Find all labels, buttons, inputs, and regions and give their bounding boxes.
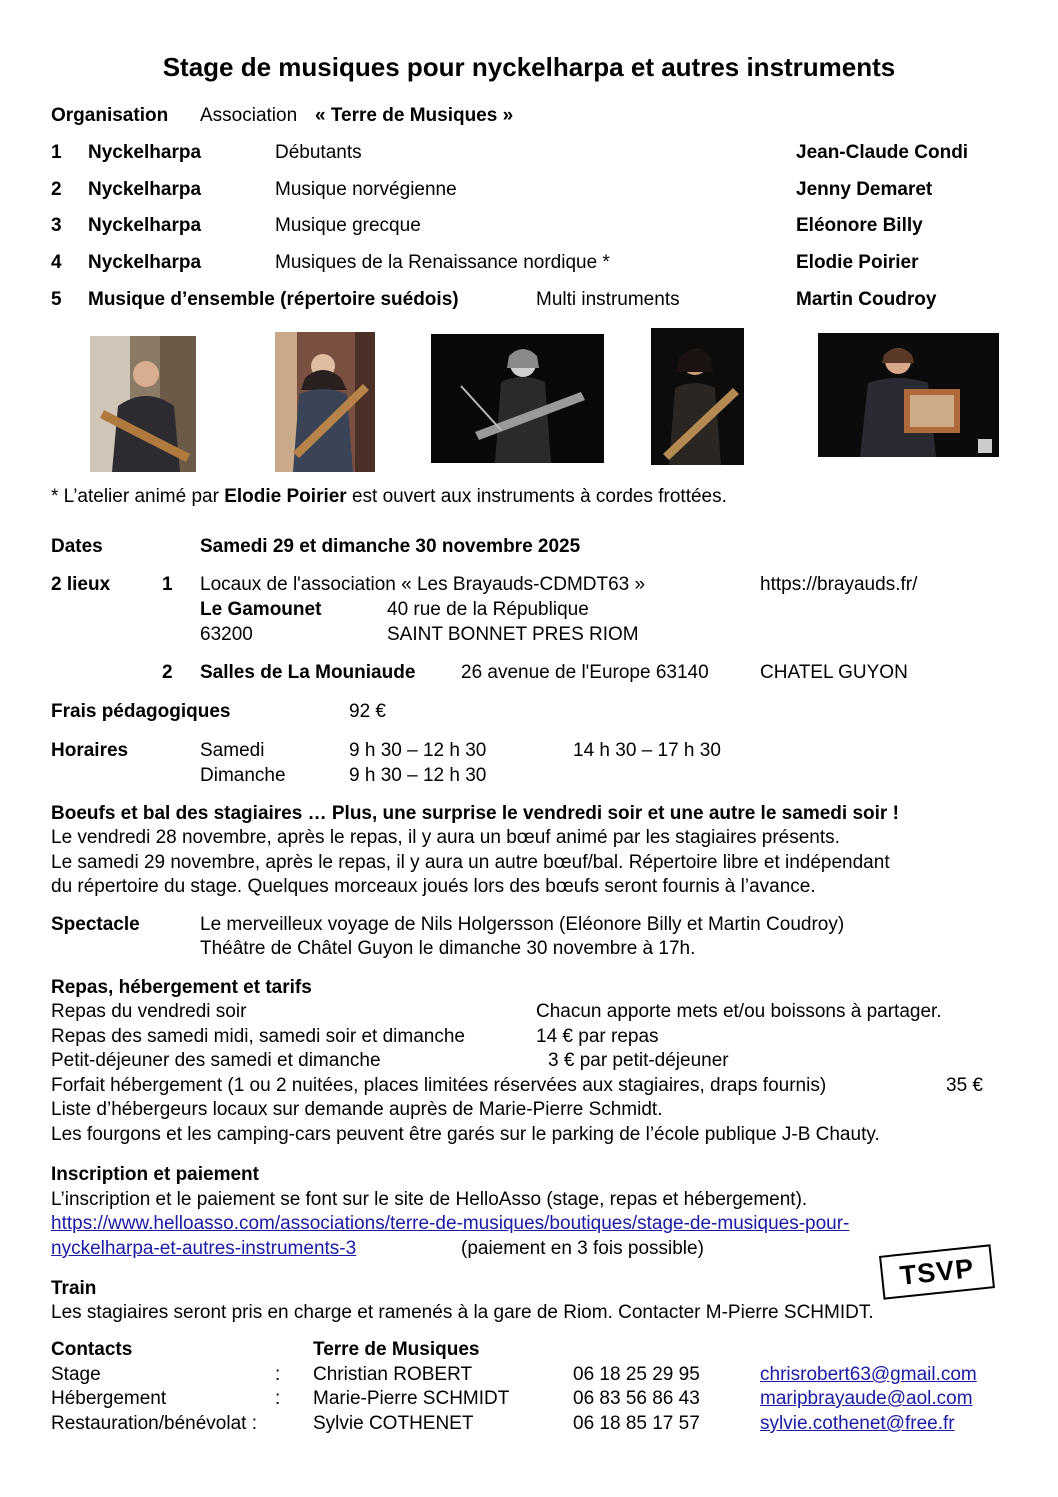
teacher-photo-coudroy <box>818 333 999 457</box>
helloasso-link[interactable]: https://www.helloasso.com/associations/terre-de-musiques/boutiques/stage-de-musiques-pour- <box>51 1213 850 1234</box>
lieu-1-zip: 63200 <box>200 624 253 645</box>
spectacle-line1: Le merveilleux voyage de Nils Holgersson (Eléonore Billy et Martin Coudroy) <box>200 914 845 935</box>
lieu-1-url[interactable]: https://brayauds.fr/ <box>760 574 918 595</box>
teacher-photo-billy <box>431 334 604 463</box>
teacher-photo-demaret <box>275 332 375 472</box>
page-title: Stage de musiques pour nyckelharpa et autres instruments <box>162 52 896 82</box>
contact-name: Sylvie COTHENET <box>313 1413 474 1434</box>
workshop-instrument: Nyckelharpa <box>88 179 202 200</box>
contact-role: Restauration/bénévolat : <box>51 1413 257 1434</box>
workshop-teacher: Elodie Poirier <box>796 252 919 273</box>
workshop-teacher: Eléonore Billy <box>796 215 923 236</box>
lieu-1-number: 1 <box>162 574 173 595</box>
inscription-note: (paiement en 3 fois possible) <box>461 1238 704 1259</box>
lieux-label: 2 lieux <box>51 574 111 595</box>
workshop-topic: Musiques de la Renaissance nordique * <box>275 252 610 273</box>
lieu-2-city: CHATEL GUYON <box>760 662 908 683</box>
organisation-prefix: Association <box>200 105 298 126</box>
lieu-2-number: 2 <box>162 662 173 683</box>
horaires-samedi: Samedi <box>200 740 265 761</box>
contact-email[interactable]: sylvie.cothenet@free.fr <box>760 1413 955 1434</box>
spectacle-label: Spectacle <box>51 914 140 935</box>
petit-dejeuner-value: 3 € par petit-déjeuner <box>548 1050 729 1071</box>
contact-phone: 06 18 25 29 95 <box>573 1364 700 1385</box>
horaires-samedi-apres-midi: 14 h 30 – 17 h 30 <box>573 740 721 761</box>
workshop-topic: Multi instruments <box>536 289 680 310</box>
repas-samedi-label: Repas des samedi midi, samedi soir et dimanche <box>51 1026 465 1047</box>
contact-email[interactable]: chrisrobert63@gmail.com <box>760 1364 977 1385</box>
boeufs-line: Le samedi 29 novembre, après le repas, il y aura un autre bœuf/bal. Répertoire libre et indépendant <box>51 852 890 873</box>
workshop-footnote <box>51 486 727 509</box>
lieu-2-address: 26 avenue de l'Europe 63140 <box>461 662 709 683</box>
train-heading: Train <box>51 1278 97 1299</box>
contact-name: Marie-Pierre SCHMIDT <box>313 1388 510 1409</box>
footnote-post: est ouvert aux instruments à cordes frottées. <box>346 486 727 507</box>
contact-name: Christian ROBERT <box>313 1364 473 1385</box>
inscription-line: L’inscription et le paiement se font sur le site de HelloAsso (stage, repas et hébergement). <box>51 1189 808 1210</box>
lieu-1-city: SAINT BONNET PRES RIOM <box>387 624 639 645</box>
hebergeurs-line: Liste d’hébergeurs locaux sur demande auprès de Marie-Pierre Schmidt. <box>51 1099 663 1120</box>
workshop-instrument: Nyckelharpa <box>88 142 202 163</box>
workshop-number: 3 <box>51 215 62 236</box>
spectacle-line2: Théâtre de Châtel Guyon le dimanche 30 novembre à 17h. <box>200 938 696 959</box>
hebergement-value: 35 € <box>946 1075 983 1096</box>
teacher-photo-condi <box>90 336 196 472</box>
contact-separator: : <box>275 1388 281 1409</box>
repas-vendredi-label: Repas du vendredi soir <box>51 1001 247 1022</box>
teacher-photo-poirier <box>651 328 744 465</box>
workshop-teacher: Martin Coudroy <box>796 289 937 310</box>
contact-role: Hébergement <box>51 1388 167 1409</box>
workshop-teacher: Jean-Claude Condi <box>796 142 969 163</box>
lieu-1-line: Locaux de l'association « Les Brayauds-CDMDT63 » <box>200 574 646 595</box>
hebergement-label: Forfait hébergement (1 ou 2 nuitées, places limitées réservées aux stagiaires, draps fournis) <box>51 1075 827 1096</box>
lieu-1-street: 40 rue de la République <box>387 599 589 620</box>
workshop-topic: Musique norvégienne <box>275 179 457 200</box>
repas-samedi-value: 14 € par repas <box>536 1026 659 1047</box>
workshop-number: 5 <box>51 289 62 310</box>
lieu-2-name: Salles de La Mouniaude <box>200 662 416 683</box>
repas-heading: Repas, hébergement et tarifs <box>51 977 312 998</box>
organisation-name: « Terre de Musiques » <box>315 105 514 126</box>
boeufs-line: du répertoire du stage. Quelques morceaux joués lors des bœufs seront fournis à l’avance. <box>51 876 816 897</box>
contact-phone: 06 18 85 17 57 <box>573 1413 700 1434</box>
footnote-name: Elodie Poirier <box>224 486 347 507</box>
workshop-topic: Musique grecque <box>275 215 421 236</box>
dates-label: Dates <box>51 536 103 557</box>
repas-vendredi-value: Chacun apporte mets et/ou boissons à partager. <box>536 1001 942 1022</box>
helloasso-link-continued[interactable]: nyckelharpa-et-autres-instruments-3 <box>51 1238 357 1259</box>
workshop-number: 4 <box>51 252 62 273</box>
footnote-pre: * L’atelier animé par <box>51 486 225 507</box>
train-line: Les stagiaires seront pris en charge et ramenés à la gare de Riom. Contacter M-Pierre SCHMIDT. <box>51 1302 874 1323</box>
frais-label: Frais pédagogiques <box>51 701 231 722</box>
dates-value: Samedi 29 et dimanche 30 novembre 2025 <box>200 536 581 557</box>
workshop-number: 2 <box>51 179 62 200</box>
contact-email[interactable]: maripbrayaude@aol.com <box>760 1388 973 1409</box>
contact-phone: 06 83 56 86 43 <box>573 1388 700 1409</box>
workshop-topic: Débutants <box>275 142 362 163</box>
horaires-label: Horaires <box>51 740 129 761</box>
contacts-heading: Contacts <box>51 1339 133 1360</box>
workshop-instrument: Nyckelharpa <box>88 215 202 236</box>
boeufs-line: Le vendredi 28 novembre, après le repas, il y aura un bœuf animé par les stagiaires présents. <box>51 827 840 848</box>
inscription-heading: Inscription et paiement <box>51 1164 259 1185</box>
boeufs-heading: Boeufs et bal des stagiaires … Plus, une surprise le vendredi soir et une autre le samedi soir ! <box>51 803 899 824</box>
horaires-samedi-matin: 9 h 30 – 12 h 30 <box>349 740 487 761</box>
tsvp-badge: TSVP <box>879 1244 995 1299</box>
contacts-org: Terre de Musiques <box>313 1339 480 1360</box>
workshop-number: 1 <box>51 142 62 163</box>
workshop-instrument: Nyckelharpa <box>88 252 202 273</box>
workshop-instrument: Musique d’ensemble (répertoire suédois) <box>88 289 459 310</box>
contact-role: Stage <box>51 1364 101 1385</box>
organisation-label: Organisation <box>51 105 169 126</box>
contact-separator: : <box>275 1364 281 1385</box>
petit-dejeuner-label: Petit-déjeuner des samedi et dimanche <box>51 1050 381 1071</box>
lieu-1-place: Le Gamounet <box>200 599 322 620</box>
parking-line: Les fourgons et les camping-cars peuvent être garés sur le parking de l’école publique J-B Chauty. <box>51 1124 880 1145</box>
horaires-dimanche-matin: 9 h 30 – 12 h 30 <box>349 765 487 786</box>
horaires-dimanche: Dimanche <box>200 765 286 786</box>
frais-value: 92 € <box>349 701 386 722</box>
workshop-teacher: Jenny Demaret <box>796 179 933 200</box>
